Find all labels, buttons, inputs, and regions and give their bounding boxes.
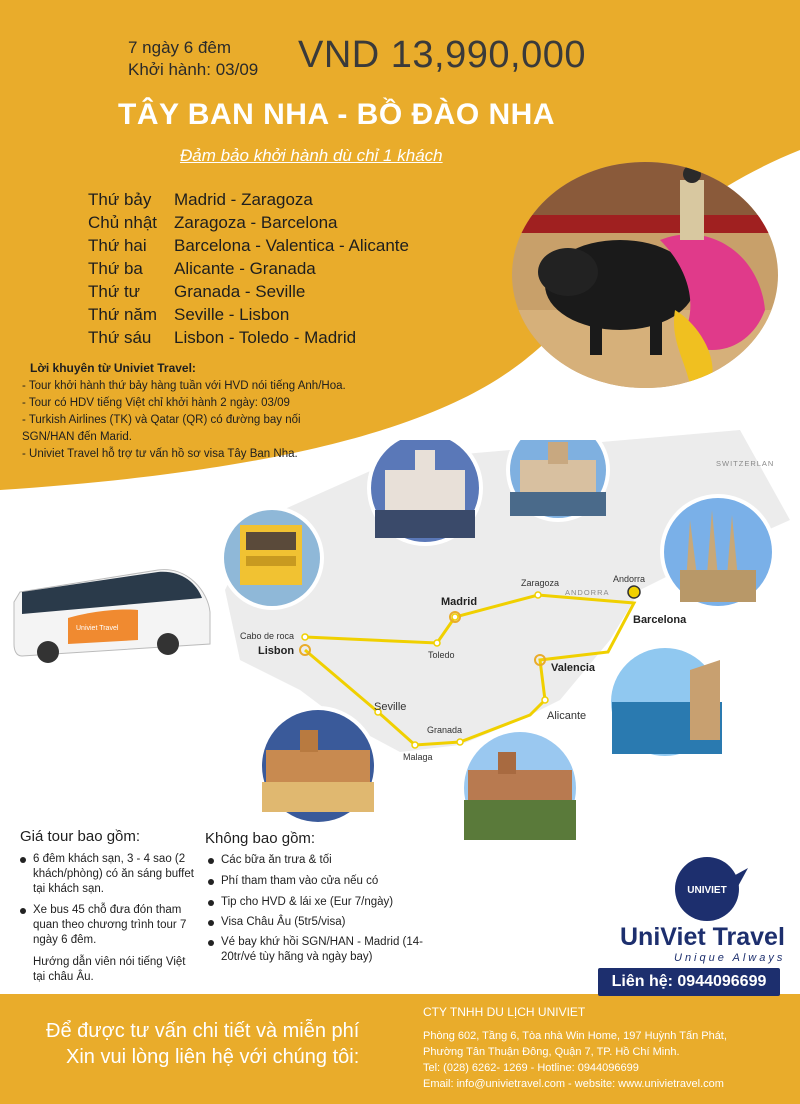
photo-barcelona-sagrada <box>660 494 776 610</box>
excluded-item: Phí tham tham vào cửa nếu có <box>208 874 438 889</box>
bullet-dot <box>208 920 214 926</box>
excluded-item: Các bữa ăn trưa & tối <box>208 853 438 868</box>
city-label-alicante: Alicante <box>547 710 587 722</box>
bullet-dot <box>208 879 214 885</box>
footer-phone: Tel: (028) 6262- 1269 - Hotline: 0944096699 <box>423 1062 639 1074</box>
photo-lisbon-tram <box>220 506 324 610</box>
bullet-dot <box>208 858 214 864</box>
bullet-dot <box>20 857 26 863</box>
brand-slogan: Unique Always <box>674 952 786 964</box>
city-label-seville: Seville <box>374 701 407 713</box>
city-label-cabo: Cabo de roca <box>240 631 295 641</box>
bus-brand-text: Univiet Travel <box>76 625 119 632</box>
advice-line: - Tour có HDV tiếng Việt chỉ khởi hành 2 ngày: 03/09 <box>22 397 290 409</box>
bullet-dot <box>208 900 214 906</box>
city-label-barcelona: Barcelona <box>633 614 687 626</box>
guarantee-text: Đảm bảo khởi hành dù chỉ 1 khách <box>180 146 443 165</box>
city-label-lisbon: Lisbon <box>258 645 295 657</box>
tour-title: TÂY BAN NHA - BỒ ĐÀO NHA <box>118 98 555 131</box>
advice-line: SGN/HAN đến Marid. <box>22 431 132 443</box>
city-dot-zaragoza <box>535 592 541 598</box>
bullfight-photo <box>510 160 780 390</box>
itinerary-row: Thứ sáu Lisbon - Toledo - Madrid <box>88 328 357 347</box>
included-item: Hướng dẫn viên nói tiếng Việt tại châu Âu. <box>33 956 186 983</box>
included-item: Xe bus 45 chỗ đưa đón tham quan theo chương trình tour 7 ngày 6 đêm. <box>20 903 195 948</box>
city-label-malaga: Malaga <box>403 752 433 762</box>
logo-badge-text: UNIVIET <box>687 885 727 896</box>
photo-zaragoza-basilica <box>506 440 610 522</box>
itinerary-row: Thứ ba Alicante - Granada <box>88 259 316 278</box>
footer-email-website[interactable]: Email: info@univietravel.com - website: www.univietravel.com <box>423 1078 724 1090</box>
excluded-title: Không bao gồm: <box>205 830 316 847</box>
itinerary-row: Thứ hai Barcelona - Valentica - Alicante <box>88 236 409 255</box>
departure-date: Khởi hành: 03/09 <box>128 60 259 79</box>
city-label-toledo: Toledo <box>428 650 455 660</box>
pin-barcelona <box>628 586 640 598</box>
advice-title: Lời khuyên từ Univiet Travel: <box>30 361 196 375</box>
tour-bus-image <box>8 552 218 672</box>
city-label-valencia: Valencia <box>551 662 596 674</box>
excluded-item: Vé bay khứ hồi SGN/HAN - Madrid (14-20tr/vé tùy hãng và ngày bay) <box>208 935 438 965</box>
footer-cta-line: Xin vui lòng liên hệ với chúng tôi: <box>66 1046 360 1068</box>
photo-alicante-coast <box>607 644 723 760</box>
city-label-zaragoza: Zaragoza <box>521 578 560 588</box>
contact-hotline-button[interactable]: Liên hệ: 0944096699 <box>598 968 780 996</box>
itinerary-row: Thứ bảy Madrid - Zaragoza <box>88 190 313 209</box>
photo-madrid-palace <box>367 440 483 546</box>
footer-cta-line: Để được tư vấn chi tiết và miễn phí <box>46 1020 360 1042</box>
excluded-item: Visa Châu Âu (5tr5/visa) <box>208 915 438 930</box>
footer-address: Phường Tân Thuận Đông, Quận 7, TP. Hồ Chí Minh. <box>423 1046 680 1058</box>
bullet-dot <box>20 908 26 914</box>
univiet-globe-logo <box>670 854 750 924</box>
itinerary-row: Thứ năm Seville - Lisbon <box>88 305 290 324</box>
city-label-granada: Granada <box>427 725 463 735</box>
city-dot-toledo <box>434 640 440 646</box>
included-title: Giá tour bao gồm: <box>20 828 141 845</box>
included-item: 6 đêm khách sạn, 3 - 4 sao (2 khách/phòng) có ăn sáng buffet tại khách sạn. <box>20 852 195 897</box>
photo-granada-alhambra <box>460 728 580 840</box>
country-label: ANDORRA <box>565 588 610 597</box>
advice-line: - Univiet Travel hỗ trợ tư vấn hồ sơ visa Tây Ban Nha. <box>22 448 298 460</box>
bullet-dot <box>208 940 214 946</box>
city-dot-madrid <box>452 614 458 620</box>
tour-duration: 7 ngày 6 đêm <box>128 38 232 57</box>
city-label-andorra: Andorra <box>613 574 646 584</box>
itinerary-row: Thứ tư Granada - Seville <box>88 282 306 301</box>
tour-price: VND 13,990,000 <box>298 34 586 76</box>
brand-name: UniViet Travel <box>620 923 785 951</box>
footer-company: CTY TNHH DU LỊCH UNIVIET <box>423 1005 586 1019</box>
advice-line: - Tour khởi hành thứ bảy hàng tuần với HVD nói tiếng Anh/Hoa. <box>22 380 346 392</box>
country-label: SWITZERLAN <box>716 459 775 468</box>
excluded-item: Tip cho HVD & lái xe (Eur 7/ngày) <box>208 895 438 910</box>
city-dot-alicante <box>542 697 548 703</box>
footer-address: Phòng 602, Tầng 6, Tòa nhà Win Home, 197 Huỳnh Tấn Phát, <box>423 1030 727 1042</box>
city-dot-malaga <box>412 742 418 748</box>
city-label-madrid: Madrid <box>441 596 478 608</box>
city-dot-cabo <box>302 634 308 640</box>
city-dot-granada <box>457 739 463 745</box>
itinerary-row: Chủ nhật Zaragoza - Barcelona <box>88 213 338 232</box>
advice-line: - Turkish Airlines (TK) và Qatar (QR) có đường bay nối <box>22 414 301 426</box>
photo-seville-plaza <box>258 706 378 826</box>
